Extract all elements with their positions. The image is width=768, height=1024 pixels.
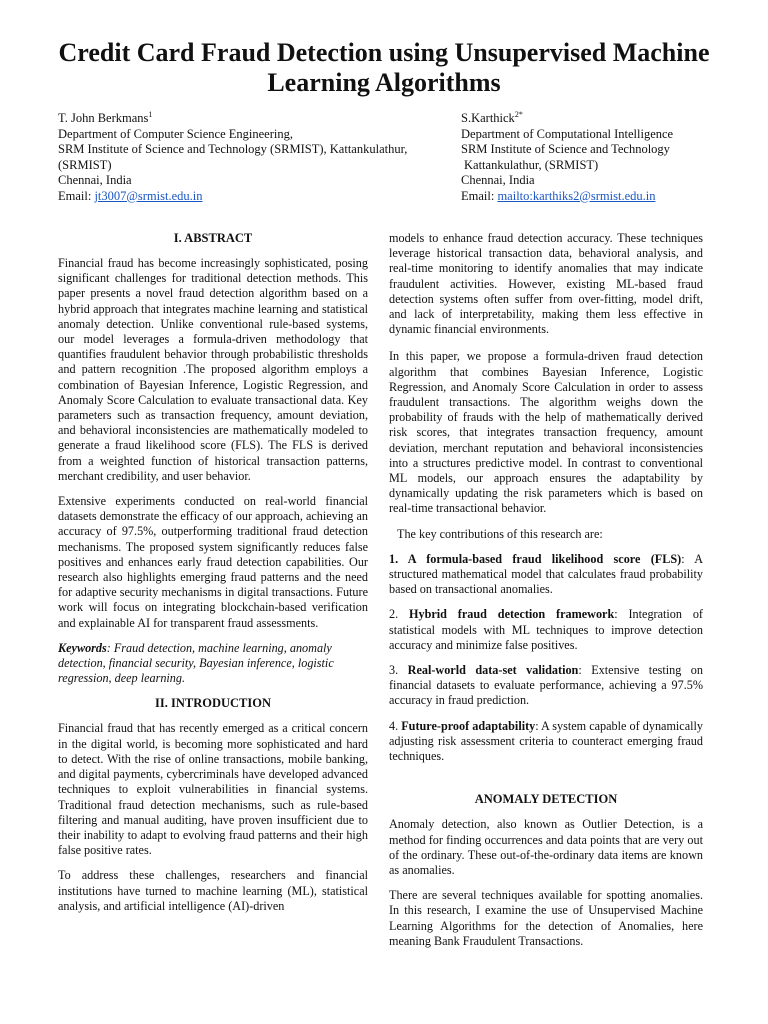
author-name: S.Karthick$^{2*}$: [461, 109, 523, 125]
contributions-intro: The key contributions of this research are:: [397, 526, 603, 541]
email-link[interactable]: mailto:karthiks2@srmist.edu.in: [497, 188, 656, 203]
author-city: Chennai, India: [58, 173, 132, 187]
author-block-1: [58, 111, 448, 204]
left-column: [58, 231, 368, 924]
contribution-item-2: 2. Hybrid fraud detection framework: Integration of statistical models with ML techniques to improve detection accuracy and minimize false positives.: [389, 607, 703, 652]
anomaly-paragraph-2: There are several techniques available for spotting anomalies. In this research, I examine the use of Unsupervised Machine Learning Algorithms for the detection of Anomalies, here meaning Bank Fraudulent Transactions.: [389, 888, 703, 948]
author-department: Department of Computational Intelligence: [461, 126, 674, 141]
author-email: Email: mailto:karthiks2@srmist.edu.in: [461, 188, 656, 203]
author-email: Email: jt3007@srmist.edu.in: [58, 188, 203, 203]
introduction-heading: II. INTRODUCTION: [155, 696, 271, 711]
contribution-item-3: 3. Real-world data-set validation: Extensive testing on financial datasets to evaluate performance, achieving a 97.5% accuracy in fraud prediction.: [389, 663, 703, 708]
abstract-paragraph-2: Extensive experiments conducted on real-world financial datasets demonstrate the efficacy of our approach, achieving an accuracy of 97.5%, outperforming traditional fraud detection mechanisms. The proposed system significantly reduces false positives and enhances early fraud detection capabilities. Our research also highlights emerging fraud patterns and the need for adaptive security mechanisms in digital transactions. Future work will focus on integrating blockchain-based verification and explainable AI for transparent fraud assessments.: [58, 494, 368, 630]
email-link[interactable]: jt3007@srmist.edu.in: [94, 188, 203, 203]
author-department: Department of Computer Science Engineering,: [58, 126, 293, 141]
anomaly-paragraph-1: Anomaly detection, also known as Outlier Detection, is a method for finding occurrences and data points that are very out of the ordinary. These out-of-the-ordinary data items are known as anomalies.: [389, 817, 703, 877]
paper-title: Credit Card Fraud Detection using Unsupervised Machine Learning Algorithms: [58, 38, 710, 97]
author-city: Chennai, India: [461, 173, 535, 187]
keywords-text: : Fraud detection, machine learning, anomaly detection, financial security, Bayesian inference, logistic regression, deep learning.: [58, 640, 334, 686]
author-institution: SRM Institute of Science and Technology: [461, 142, 670, 156]
keywords-label: Keywords: [58, 640, 107, 655]
contribution-item-4: 4. Future-proof adaptability: A system capable of dynamically adjusting risk assessment criteria to counteract emerging fraud techniques.: [389, 718, 703, 764]
author-institution: SRM Institute of Science and Technology (SRMIST), Kattankulathur,: [58, 142, 408, 156]
introduction-paragraph-2-cont: models to enhance fraud detection accuracy. These techniques leverage historical transaction data, behavioral analysis, and real-time monitoring to identify anomalies that may indicate fraudulent activities. However, existing ML-based fraud detection systems often suffer from over-fitting, model drift, and lack of interpretability, making them less effective in dynamic financial environments.: [389, 231, 703, 337]
author-name: T. John Berkmans$^1$: [58, 109, 153, 125]
abstract-paragraph-1: Financial fraud has become increasingly sophisticated, posing significant challenges for traditional detection methods. This paper presents a novel fraud detection algorithm based on a hybrid approach that integrates machine learning and statistical anomaly detection. Unlike conventional rule-based systems, our model leverages a formula-driven methodology that quantifies fraudulent behavior through probabilistic thresholds and pattern recognition .The proposed algorithm employs a combination of Bayesian Inference, Logistic Regression, and Anomaly Score Calculation to evaluate transactional data. Key parameters such as transaction frequency, amount deviation, and behavioral inconsistencies are mathematically modeled to generate a fraud likelihood score (FLS). The FLS is derived from a weighted function of historical transaction patterns, merchant credibility, and user behavior.: [58, 256, 368, 483]
author-block-2: [461, 111, 761, 204]
abstract-heading: I. ABSTRACT: [173, 231, 253, 245]
right-column: [389, 231, 703, 959]
introduction-paragraph-3: In this paper, we propose a formula-driven fraud detection algorithm that combines Bayesian Inference, Logistic Regression, and Anomaly Score Calculation in order to assess fraudulent transactions. The algorithm weighs down the probability of frauds with the help of mathematically derived risk scores, that integrates transaction frequency, amount deviation, merchant reputation and behavioral inconsistencies into a structures predictive model. In contrast to conventional ML models, our approach ensures the adaptability by dynamically updating the risk parameters which is based on real-time transactional behavior.: [389, 349, 703, 516]
author-institution-line2: Kattankulathur, (SRMIST): [464, 157, 599, 172]
keywords: [58, 641, 368, 687]
anomaly-detection-heading: ANOMALY DETECTION: [474, 792, 618, 807]
contribution-item-1: 1. A formula-based fraud likelihood score (FLS): A structured mathematical model that calculates fraud probability based on transactional anomalies.: [389, 551, 704, 597]
introduction-paragraph-2-start: To address these challenges, researchers and financial institutions have turned to machine learning (ML), statistical analysis, and artificial intelligence (AI)-driven: [58, 868, 368, 913]
introduction-paragraph-1: Financial fraud that has recently emerged as a critical concern in the digital world, is becoming more sophisticated and hard to detect. With the rise of online transactions, mobile banking, and digital payments, cybercriminals have developed advanced techniques to exploit vulnerabilities in financial systems. Traditional fraud detection mechanisms, such as rule-based filtering and manual auditing, have proven insufficient due to their inability to adapt to evolving fraud patterns and their high false positive rates.: [58, 721, 368, 858]
author-institution-line2: (SRMIST): [58, 157, 112, 172]
